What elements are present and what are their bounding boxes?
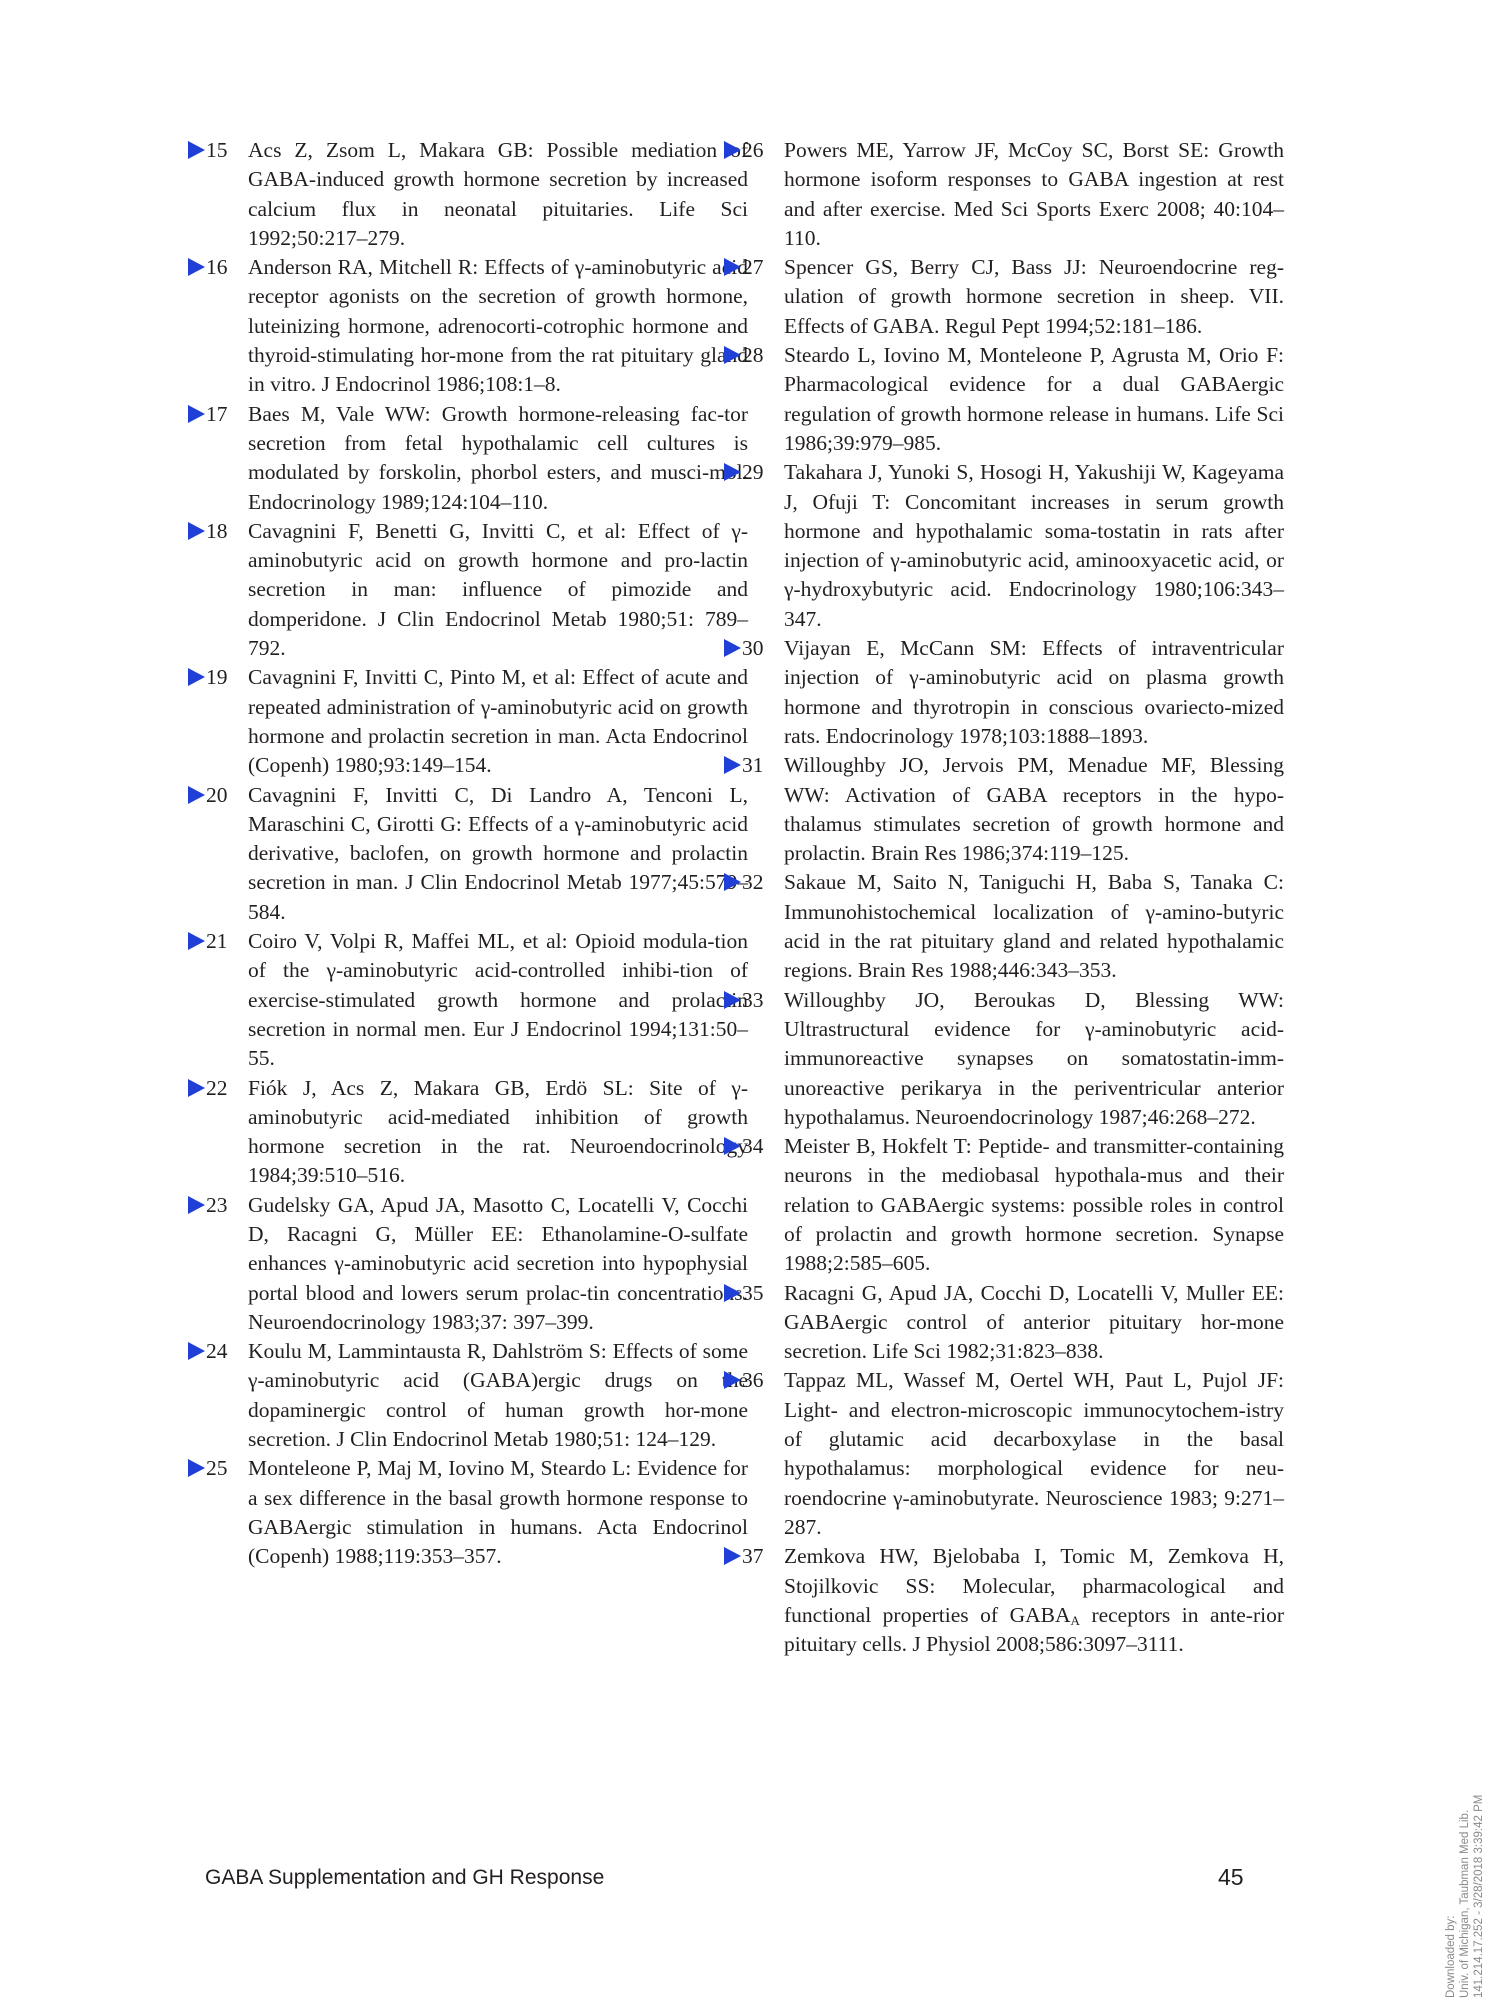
- reference-text: Coiro V, Volpi R, Maffei ML, et al: Opioid modula-tion of the γ-aminobutyric acid-controlled inhibi-tion of exercise-stimulated growth hormone and prolactin secretion in normal men. Eur J Endocrinol 1994;131:50–55.: [248, 929, 748, 1071]
- reference-item: [724, 868, 1284, 985]
- reference-number[interactable]: 24: [188, 1337, 244, 1366]
- reference-item: [724, 634, 1284, 751]
- reference-text: Vijayan E, McCann SM: Effects of intraventricular injection of γ-aminobutyric acid on plasma growth hormone and thyrotropin in conscious ovariecto-mized rats. Endocrinology 1978;103:1888–1893.: [784, 636, 1284, 748]
- reference-number[interactable]: 25: [188, 1454, 244, 1483]
- reference-item: [188, 1337, 748, 1454]
- link-arrow-icon[interactable]: [724, 1284, 741, 1302]
- link-arrow-icon[interactable]: [724, 873, 741, 891]
- reference-item: [188, 781, 748, 927]
- reference-text: Anderson RA, Mitchell R: Effects of γ-aminobutyric acid receptor agonists on the secretion of growth hormone, luteinizing hormone, adrenocorti-cotrophic hormone and thyroid-stimulating hor-mone from the rat pituitary gland in vitro. J Endocrinol 1986;108:1–8.: [248, 255, 748, 397]
- reference-item: [188, 663, 748, 780]
- link-arrow-icon[interactable]: [188, 932, 205, 950]
- reference-text: Takahara J, Yunoki S, Hosogi H, Yakushiji W, Kageyama J, Ofuji T: Concomitant increases in serum growth hormone and hypothalamic soma-tostatin in rats after injection of γ-aminobutyric acid, aminooxyacetic acid, or γ-hydroxybutyric acid. Endocrinology 1980;106:343–347.: [784, 460, 1284, 631]
- reference-item: [724, 1132, 1284, 1278]
- reference-item: [188, 1074, 748, 1191]
- link-arrow-icon[interactable]: [724, 141, 741, 159]
- reference-number[interactable]: 21: [188, 927, 244, 956]
- link-arrow-icon[interactable]: [724, 991, 741, 1009]
- reference-number[interactable]: 30: [724, 634, 780, 663]
- reference-item: [724, 1542, 1284, 1659]
- reference-item: [188, 253, 748, 399]
- reference-text: Cavagnini F, Benetti G, Invitti C, et al: Effect of γ-aminobutyric acid on growth hormone and pro-lactin secretion in man: influence of pimozide and domperidone. J Clin Endocrinol Metab 1980;51: 789–792.: [248, 518, 748, 661]
- reference-text: Powers ME, Yarrow JF, McCoy SC, Borst SE: Growth hormone isoform responses to GABA ingestion at rest and after exercise. Med Sci Sports Exerc 2008; 40:104–110.: [784, 138, 1284, 250]
- reference-text: Monteleone P, Maj M, Iovino M, Steardo L: Evidence for a sex difference in the basal growth hormone response to GABAergic stimulation in humans. Acta Endocrinol (Copenh) 1988;119:353–357.: [248, 1456, 748, 1569]
- reference-item: [188, 400, 748, 517]
- reference-item: [188, 927, 748, 1073]
- reference-item: [724, 1366, 1284, 1542]
- reference-column-left: [188, 136, 748, 1572]
- reference-number[interactable]: 15: [188, 136, 244, 165]
- link-arrow-icon[interactable]: [188, 141, 205, 159]
- link-arrow-icon[interactable]: [188, 1342, 205, 1360]
- link-arrow-icon[interactable]: [188, 668, 205, 686]
- reference-number[interactable]: 22: [188, 1074, 244, 1103]
- reference-item: [724, 253, 1284, 341]
- reference-number[interactable]: 27: [724, 253, 780, 282]
- reference-number[interactable]: 36: [724, 1366, 780, 1395]
- link-arrow-icon[interactable]: [188, 786, 205, 804]
- reference-number[interactable]: 17: [188, 400, 244, 429]
- link-arrow-icon[interactable]: [724, 1547, 741, 1565]
- reference-text: Cavagnini F, Invitti C, Di Landro A, Tenconi L, Maraschini C, Girotti G: Effects of a γ-aminobutyric acid derivative, baclofen, on growth hormone and prolactin secretion in man. J Clin Endocrinol Metab 1977;45:579–584.: [248, 782, 748, 924]
- reference-item: [724, 458, 1284, 634]
- link-arrow-icon[interactable]: [188, 1079, 205, 1097]
- reference-item: [188, 517, 748, 663]
- reference-item: [188, 1191, 748, 1337]
- reference-text: Cavagnini F, Invitti C, Pinto M, et al: Effect of acute and repeated administration of γ-aminobutyric acid on growth hormone and prolactin secretion in man. Acta Endocrinol (Copenh) 1980;93:149–154.: [248, 665, 748, 778]
- reference-text: Koulu M, Lammintausta R, Dahlström S: Effects of some γ-aminobutyric acid (GABA)ergic drugs on the dopaminergic control of human growth hor-mone secretion. J Clin Endocrinol Metab 1980;51: 124–129.: [248, 1339, 748, 1452]
- reference-number[interactable]: 16: [188, 253, 244, 282]
- reference-text: Fiók J, Acs Z, Makara GB, Erdö SL: Site of γ-aminobutyric acid-mediated inhibition of growth hormone secretion in the rat. Neuroendocrinology 1984;39:510–516.: [248, 1075, 748, 1188]
- reference-text: Willoughby JO, Jervois PM, Menadue MF, Blessing WW: Activation of GABA receptors in the hypo-thalamus stimulates secretion of growth hormone and prolactin. Brain Res 1986;374:119–125.: [784, 753, 1284, 866]
- link-arrow-icon[interactable]: [188, 405, 205, 423]
- reference-number[interactable]: 28: [724, 341, 780, 370]
- reference-text: Meister B, Hokfelt T: Peptide- and transmitter-containing neurons in the mediobasal hypothala-mus and their relation to GABAergic systems: possible roles in control of prolactin and growth hormone secretion. Synapse 1988;2:585–605.: [784, 1134, 1284, 1276]
- reference-number[interactable]: 37: [724, 1542, 780, 1571]
- link-arrow-icon[interactable]: [188, 1459, 205, 1477]
- link-arrow-icon[interactable]: [724, 639, 741, 657]
- reference-item: [724, 136, 1284, 253]
- reference-number[interactable]: 19: [188, 663, 244, 692]
- reference-text: Baes M, Vale WW: Growth hormone-releasing fac-tor secretion from fetal hypothalamic cell cultures is modulated by forskolin, phorbol esters, and musci-mol. Endocrinology 1989;124:104–110.: [248, 401, 748, 514]
- link-arrow-icon[interactable]: [188, 258, 205, 276]
- reference-number[interactable]: 34: [724, 1132, 780, 1161]
- reference-item: [188, 1454, 748, 1571]
- page-number: 45: [1218, 1864, 1244, 1890]
- link-arrow-icon[interactable]: [724, 756, 741, 774]
- reference-item: [724, 1279, 1284, 1367]
- reference-item: [724, 986, 1284, 1132]
- reference-item: [724, 341, 1284, 458]
- link-arrow-icon[interactable]: [724, 346, 741, 364]
- reference-text: Gudelsky GA, Apud JA, Masotto C, Locatelli V, Cocchi D, Racagni G, Müller EE: Ethanolamine-O-sulfate enhances γ-aminobutyric acid secretion into hypophysial portal blood and lowers serum prolac-tin concentrations. Neuroendocrinology 1983;37: 397–399.: [248, 1192, 748, 1334]
- reference-number[interactable]: 31: [724, 751, 780, 780]
- reference-number[interactable]: 20: [188, 781, 244, 810]
- reference-text: Tappaz ML, Wassef M, Oertel WH, Paut L, Pujol JF: Light- and electron-microscopic immunocytochem-istry of glutamic acid decarboxylase in the basal hypothalamus: morphological evidence for neu-roendocrine γ-aminobutyrate. Neuroscience 1983; 9:271–287.: [784, 1368, 1284, 1539]
- reference-text: Spencer GS, Berry CJ, Bass JJ: Neuroendocrine reg-ulation of growth hormone secretion in sheep. VII. Effects of GABA. Regul Pept 1994;52:181–186.: [784, 255, 1284, 338]
- reference-text: Sakaue M, Saito N, Taniguchi H, Baba S, Tanaka C: Immunohistochemical localization of γ-amino-butyric acid in the rat pituitary gland and related hypothalamic regions. Brain Res 1988;446:343–353.: [784, 870, 1284, 983]
- link-arrow-icon[interactable]: [724, 258, 741, 276]
- download-watermark: Downloaded by: Univ. of Michigan, Taubman Med Lib. 141.214.17.252 - 3/28/2018 3:39:42 PM: [1445, 1794, 1485, 1998]
- link-arrow-icon[interactable]: [724, 1371, 741, 1389]
- reference-number[interactable]: 33: [724, 986, 780, 1015]
- reference-number[interactable]: 26: [724, 136, 780, 165]
- link-arrow-icon[interactable]: [724, 1137, 741, 1155]
- reference-number[interactable]: 35: [724, 1279, 780, 1308]
- reference-number[interactable]: 18: [188, 517, 244, 546]
- link-arrow-icon[interactable]: [188, 1196, 205, 1214]
- reference-text: Zemkova HW, Bjelobaba I, Tomic M, Zemkova H, Stojilkovic SS: Molecular, pharmacological and functional properties of $GABA_A$ receptors in ante-rior pituitary cells. J Physiol 2008;586:3097–3111.: [784, 1544, 1284, 1657]
- reference-number[interactable]: 23: [188, 1191, 244, 1220]
- reference-number[interactable]: 32: [724, 868, 780, 897]
- link-arrow-icon[interactable]: [188, 522, 205, 540]
- reference-column-right: [724, 136, 1284, 1659]
- reference-text: Acs Z, Zsom L, Makara GB: Possible mediation of GABA-induced growth hormone secretion by increased calcium flux in neonatal pituitaries. Life Sci 1992;50:217–279.: [248, 138, 748, 250]
- reference-item: [188, 136, 748, 253]
- reference-text: Racagni G, Apud JA, Cocchi D, Locatelli V, Muller EE: GABAergic control of anterior pituitary hor-mone secretion. Life Sci 1982;31:823–838.: [784, 1280, 1284, 1364]
- reference-text: Steardo L, Iovino M, Monteleone P, Agrusta M, Orio F: Pharmacological evidence for a dual GABAergic regulation of growth hormone release in humans. Life Sci 1986;39:979–985.: [784, 343, 1284, 455]
- link-arrow-icon[interactable]: [724, 463, 741, 481]
- running-footer-title: GABA Supplementation and GH Response: [205, 1866, 605, 1889]
- reference-text: Willoughby JO, Beroukas D, Blessing WW: Ultrastructural evidence for γ-aminobutyric acid-immunoreactive synapses on somatostatin-imm-unoreactive perikarya in the periventricular anterior hypothalamus. Neuroendocrinology 1987;46:268–272.: [784, 987, 1284, 1129]
- reference-item: [724, 751, 1284, 868]
- reference-number[interactable]: 29: [724, 458, 780, 487]
- subscript: A: [1070, 1612, 1080, 1628]
